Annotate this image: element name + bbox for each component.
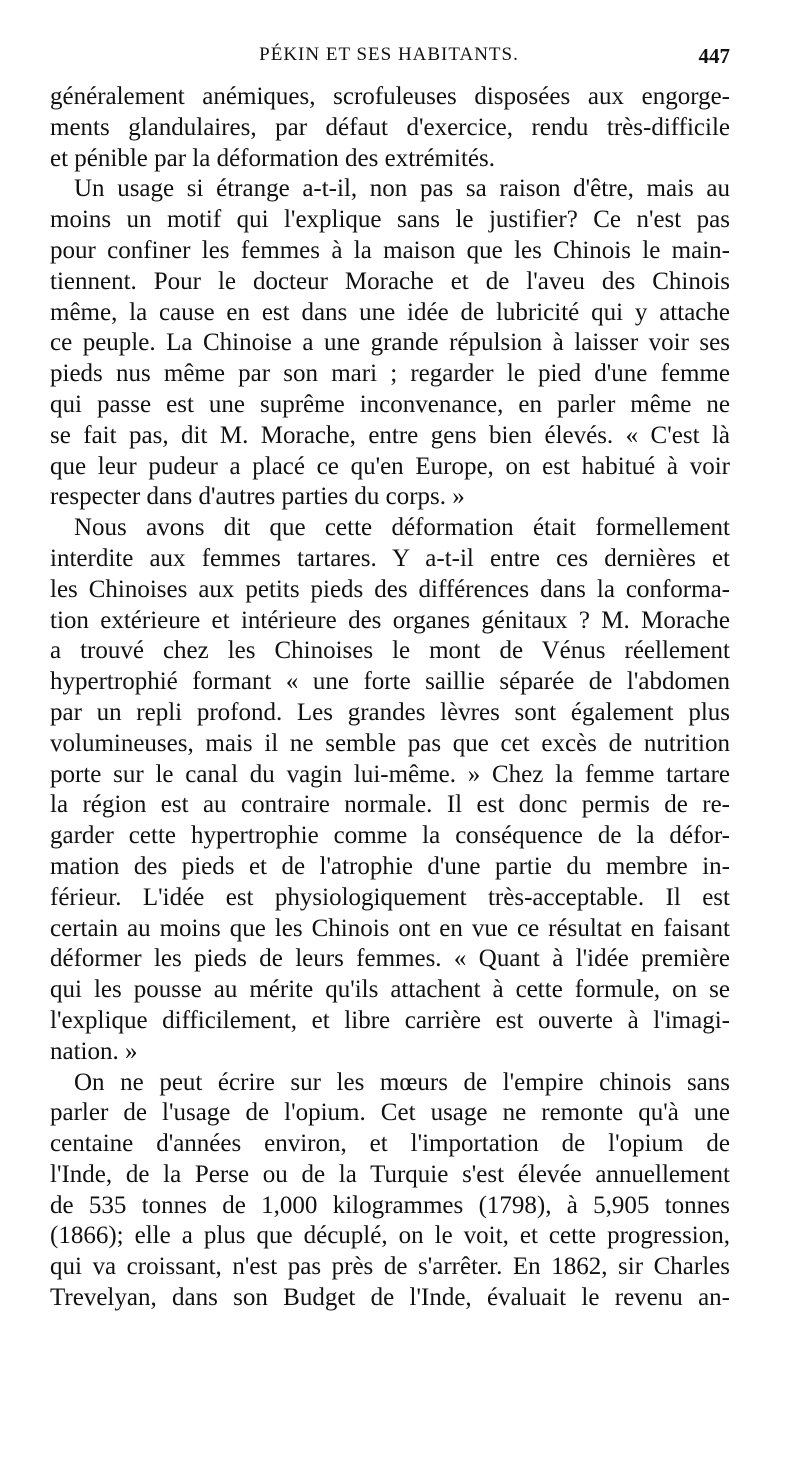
text-line: hypertrophié formant « une forte saillie séparée de l'abdomen [50, 668, 730, 696]
text-line: porte sur le canal du vagin lui-même. » Chez la femme tartare [50, 760, 730, 788]
text-line: par un repli profond. Les grandes lèvres sont également plus [50, 698, 730, 726]
paragraph-start-line: On ne peut écrire sur les mœurs de l'empire chinois sans [74, 1068, 730, 1096]
text-line: parler de l'usage de l'opium. Cet usage ne remonte qu'à une [50, 1099, 730, 1127]
text-line: ments glandulaires, par défaut d'exercice, rendu très-difficile [50, 113, 730, 141]
text-line: férieur. L'idée est physiologiquement très-acceptable. Il est [50, 883, 730, 911]
text-line: respecter dans d'autres parties du corps. » [50, 483, 465, 511]
text-line: se fait pas, dit M. Morache, entre gens bien élevés. « C'est là [50, 421, 730, 449]
body-text [50, 82, 730, 1314]
text-line: l'Inde, de la Perse ou de la Turquie s'est élevée annuellement [50, 1160, 730, 1188]
text-line: la région est au contraire normale. Il est donc permis de re- [50, 791, 730, 819]
text-line: tion extérieure et intérieure des organes génitaux ? M. Morache [50, 606, 730, 634]
text-line: interdite aux femmes tartares. Y a-t-il entre ces dernières et [50, 544, 730, 572]
text-line: pour confiner les femmes à la maison que les Chinois le main- [50, 236, 730, 264]
text-line: qui va croissant, n'est pas près de s'arrêter. En 1862, sir Charles [50, 1253, 730, 1281]
running-title: PÉKIN ET SES HABITANTS. [259, 44, 519, 65]
text-line: nation. » [50, 1037, 138, 1065]
text-line: pieds nus même par son mari ; regarder le pied d'une femme [50, 360, 730, 388]
text-line: (1866); elle a plus que décuplé, on le voit, et cette progression, [50, 1222, 730, 1250]
running-head [48, 44, 730, 74]
text-line: même, la cause en est dans une idée de lubricité qui y attache [50, 298, 730, 326]
text-line: généralement anémiques, scrofuleuses disposées aux engorge- [50, 83, 730, 110]
paragraph-start-line: Un usage si étrange a-t-il, non pas sa raison d'être, mais au [74, 175, 730, 203]
text-line: moins un motif qui l'explique sans le justifier? Ce n'est pas [50, 206, 730, 234]
text-line: déformer les pieds de leurs femmes. « Quant à l'idée première [50, 945, 730, 973]
page-number: 447 [698, 44, 730, 68]
text-line: et pénible par la déformation des extrémités. [50, 144, 495, 172]
text-line: garder cette hypertrophie comme la conséquence de la défor- [50, 822, 730, 850]
text-line: a trouvé chez les Chinoises le mont de Vénus réellement [50, 637, 730, 665]
text-line: centaine d'années environ, et l'importation de l'opium de [50, 1130, 730, 1158]
text-line: qui les pousse au mérite qu'ils attachent à cette formule, on se [50, 976, 730, 1004]
text-line: qui passe est une suprême inconvenance, en parler même ne [50, 390, 730, 418]
paragraph-start-line: Nous avons dit que cette déformation était formellement [74, 514, 730, 542]
text-line: mation des pieds et de l'atrophie d'une partie du membre in- [50, 852, 730, 880]
text-line: volumineuses, mais il ne semble pas que cet excès de nutrition [50, 729, 730, 757]
text-line: Trevelyan, dans son Budget de l'Inde, évaluait le revenu an- [50, 1284, 730, 1312]
text-line: ce peuple. La Chinoise a une grande répulsion à laisser voir ses [50, 329, 730, 357]
text-line: tiennent. Pour le docteur Morache et de l'aveu des Chinois [50, 267, 730, 295]
text-line: l'explique difficilement, et libre carrière est ouverte à l'imagi- [50, 1006, 730, 1034]
text-line: les Chinoises aux petits pieds des différences dans la conforma- [50, 575, 730, 603]
text-line: de 535 tonnes de 1,000 kilogrammes (1798), à 5,905 tonnes [50, 1191, 730, 1219]
text-line: que leur pudeur a placé ce qu'en Europe, on est habitué à voir [50, 452, 730, 480]
text-line: certain au moins que les Chinois ont en vue ce résultat en faisant [50, 914, 730, 942]
